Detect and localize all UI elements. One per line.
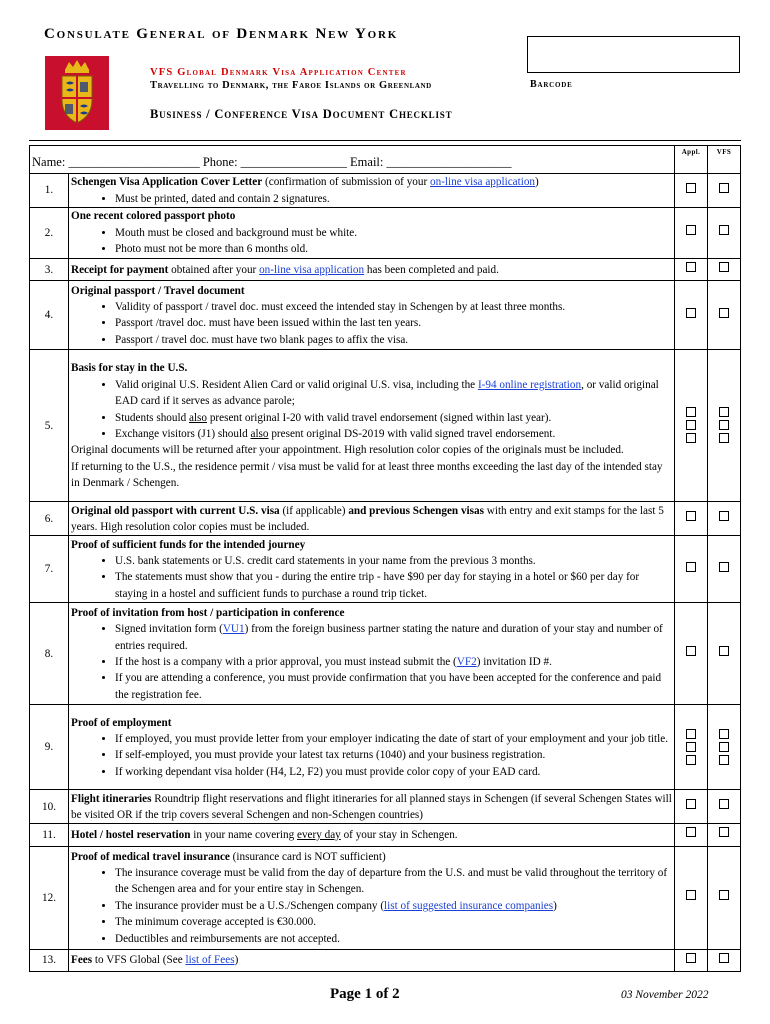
- vu1-form-link[interactable]: VU1: [222, 623, 245, 636]
- item-description: Proof of invitation from host / participation in conference • Signed invitation form (VU1) from the foreign business partner stating the nature and duration of your stay and number of entries required. • If the host is a company with a prior approval, you must instead submit the (VF2) invitation ID #. • If you are attending a conference, you must provide confirmation that you have been accepted for the conference and paid the registration fee.: [69, 603, 675, 705]
- vfs-checkbox[interactable]: [719, 646, 729, 656]
- travelling-subtitle: Travelling to Denmark, the Faroe Islands or Greenland: [150, 80, 432, 91]
- vfs-checkbox[interactable]: [719, 225, 729, 235]
- vfs-checkbox[interactable]: [719, 562, 729, 572]
- item-number: 1.: [30, 174, 69, 208]
- vfs-column-header: VFS: [708, 146, 741, 174]
- item-number: 10.: [30, 790, 69, 824]
- item-number: 2.: [30, 208, 69, 259]
- item-description: Basis for stay in the U.S. • Valid original U.S. Resident Alien Card or valid original U.S. visa, including the I-94 online registration, or valid original EAD card if it serves as advance parole; • Students should also present original I-20 with valid travel endorsement (signed within last year). • Exchange visitors (J1) should also present original DS-2019 with valid signed travel endorsement. Original documents will be returned after your appointment. High resolution color copies of the originals must be included. If returning to the U.S., the residence permit / visa must be valid for at least three months exceeding the last day of the intended stay in Denmark / Schengen.: [69, 350, 675, 502]
- checklist-item-4: [30, 281, 741, 350]
- item-description: Proof of medical travel insurance (insurance card is NOT sufficient) • The insurance coverage must be valid from the day of departure from the U.S. and must be valid throughout the territory of the Schengen area and for your entire stay in Schengen. • The insurance provider must be a U.S./Schengen company (list of suggested insurance companies) • The minimum coverage accepted is €30.000. • Deductibles and reimbursements are not accepted.: [69, 846, 675, 949]
- vfs-checkbox[interactable]: [719, 308, 729, 318]
- checklist-item-1: [30, 174, 741, 208]
- vfs-checkbox[interactable]: [719, 183, 729, 193]
- checklist-item-7: [30, 536, 741, 603]
- item-description: Proof of employment • If employed, you must provide letter from your employer indicating the date of start of your employment and your job title. • If self-employed, you must provide your latest tax returns (1040) and your business registration. • If working dependant visa holder (H4, L2, F2) you must provide color copy of your EAD card.: [69, 705, 675, 790]
- vfs-checkbox[interactable]: [719, 755, 729, 765]
- appl-checkbox[interactable]: [686, 755, 696, 765]
- vfs-checkbox[interactable]: [719, 827, 729, 837]
- item-number: 9.: [30, 705, 69, 790]
- list-of-fees-link[interactable]: list of Fees: [185, 954, 235, 967]
- name-phone-email-line: Name: _____________________ Phone: _________________ Email: ____________________: [30, 146, 675, 174]
- appl-checkbox[interactable]: [686, 646, 696, 656]
- item-description: Fees to VFS Global (See list of Fees): [69, 949, 675, 971]
- checklist-item-6: [30, 502, 741, 536]
- vfs-checkbox[interactable]: [719, 953, 729, 963]
- appl-checkbox[interactable]: [686, 953, 696, 963]
- vfs-checkbox[interactable]: [719, 511, 729, 521]
- item-description: Receipt for payment obtained after your on-line visa application has been completed and paid.: [69, 259, 675, 281]
- checklist-item-2: [30, 208, 741, 259]
- consulate-title: Consulate General of Denmark New York: [44, 26, 399, 42]
- vfs-checkbox[interactable]: [719, 729, 729, 739]
- document-date: 03 November 2022: [621, 989, 709, 1001]
- item-number: 11.: [30, 824, 69, 846]
- appl-checkbox[interactable]: [686, 433, 696, 443]
- barcode-label: Barcode: [530, 79, 573, 90]
- appl-checkbox[interactable]: [686, 562, 696, 572]
- item-number: 12.: [30, 846, 69, 949]
- checklist-item-11: [30, 824, 741, 846]
- appl-checkbox[interactable]: [686, 262, 696, 272]
- name-row: [30, 146, 741, 174]
- checklist-item-5: [30, 350, 741, 502]
- vfs-checkbox[interactable]: [719, 420, 729, 430]
- vfs-checkbox[interactable]: [719, 407, 729, 417]
- item-description: Proof of sufficient funds for the intended journey • U.S. bank statements or U.S. credit card statements in your name from the previous 3 months. • The statements must show that you - during the entire trip - have $90 per day for staying in a hotel or $60 per day for staying in a hostel and sufficient funds to purchase a round trip ticket.: [69, 536, 675, 603]
- i94-online-registration-link[interactable]: I-94 online registration: [477, 378, 582, 391]
- checklist-item-13: [30, 949, 741, 971]
- appl-checkbox[interactable]: [686, 308, 696, 318]
- page-number: Page 1 of 2: [330, 986, 400, 1002]
- coat-of-arms-logo: [45, 56, 109, 130]
- vfs-checkbox[interactable]: [719, 799, 729, 809]
- online-visa-application-link[interactable]: on-line visa application: [430, 176, 536, 189]
- vfs-checkbox[interactable]: [719, 742, 729, 752]
- header-divider: [29, 140, 741, 141]
- appl-checkbox[interactable]: [686, 742, 696, 752]
- barcode-box: [527, 36, 740, 73]
- appl-checkbox[interactable]: [686, 729, 696, 739]
- checklist-item-12: [30, 846, 741, 949]
- appl-column-header: Appl.: [675, 146, 708, 174]
- item-number: 3.: [30, 259, 69, 281]
- item-description: Original old passport with current U.S. visa (if applicable) and previous Schengen visas with entry and exit stamps for the last 5 years. High resolution color copies must be included.: [69, 502, 675, 536]
- vfs-checkbox[interactable]: [719, 890, 729, 900]
- appl-checkbox[interactable]: [686, 799, 696, 809]
- item-number: 7.: [30, 536, 69, 603]
- item-number: 8.: [30, 603, 69, 705]
- item-number: 6.: [30, 502, 69, 536]
- vfs-center-name: VFS Global Denmark Visa Application Center: [150, 67, 407, 78]
- item-number: 13.: [30, 949, 69, 971]
- appl-checkbox[interactable]: [686, 407, 696, 417]
- item-description: Original passport / Travel document • Validity of passport / travel doc. must exceed the intended stay in Schengen by at least three months. • Passport /travel doc. must have been issued within the last ten years. • Passport / travel doc. must have two blank pages to affix the visa.: [69, 281, 675, 350]
- appl-checkbox[interactable]: [686, 183, 696, 193]
- vfs-checkbox[interactable]: [719, 262, 729, 272]
- checklist-item-8: [30, 603, 741, 705]
- checklist-item-3: [30, 259, 741, 281]
- vfs-checkbox[interactable]: [719, 433, 729, 443]
- checklist-item-10: [30, 790, 741, 824]
- appl-checkbox[interactable]: [686, 827, 696, 837]
- appl-checkbox[interactable]: [686, 511, 696, 521]
- item-description: Hotel / hostel reservation in your name covering every day of your stay in Schengen.: [69, 824, 675, 846]
- item-description: Schengen Visa Application Cover Letter (confirmation of submission of your on-line visa application) • Must be printed, dated and contain 2 signatures.: [69, 174, 675, 208]
- item-description: Flight itineraries Roundtrip flight reservations and flight itineraries for all planned stays in Schengen (if several Schengen States will be visited OR if the trip covers several Schengen and non-Schengen countries): [69, 790, 675, 824]
- item-description: One recent colored passport photo • Mouth must be closed and background must be white. • Photo must not be more than 6 months old.: [69, 208, 675, 259]
- checklist-title: Business / Conference Visa Document Checklist: [150, 107, 453, 121]
- appl-checkbox[interactable]: [686, 225, 696, 235]
- document-checklist-table: [29, 145, 741, 972]
- appl-checkbox[interactable]: [686, 890, 696, 900]
- insurance-companies-link[interactable]: list of suggested insurance companies: [384, 899, 554, 912]
- online-visa-application-link[interactable]: on-line visa application: [259, 263, 365, 276]
- item-number: 5.: [30, 350, 69, 502]
- vf2-form-link[interactable]: VF2: [456, 655, 477, 668]
- item-number: 4.: [30, 281, 69, 350]
- appl-checkbox[interactable]: [686, 420, 696, 430]
- checklist-item-9: [30, 705, 741, 790]
